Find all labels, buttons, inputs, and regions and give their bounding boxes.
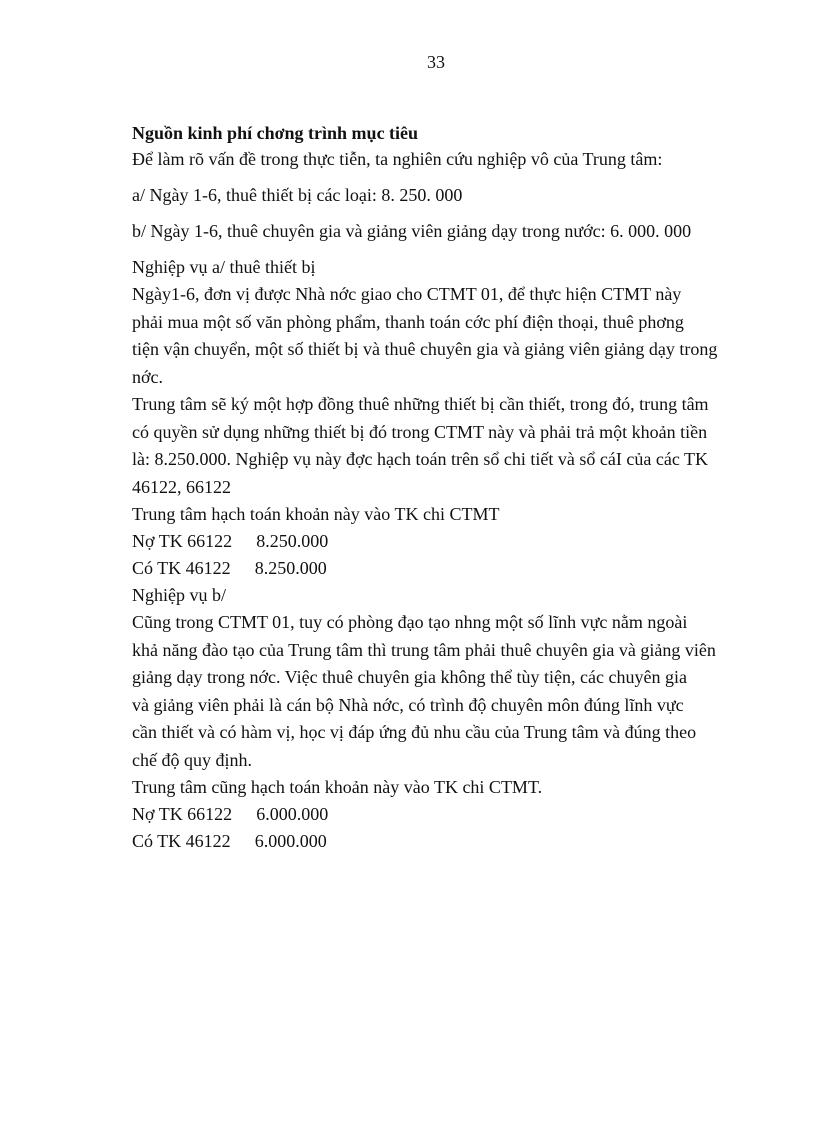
paragraph-line: chế độ quy định. [132,749,252,770]
case-a-paragraph-1 [132,281,747,391]
paragraph-line: phải mua một số văn phòng phẩm, thanh toán cớc phí điện thoại, thuê phơng [132,311,684,332]
paragraph-line: nớc. [132,366,164,387]
intro-text: Để làm rõ vấn đề trong thực tiễn, ta nghiên cứu nghiệp vô của Trung tâm: [132,149,663,169]
section-heading: Nguồn kinh phí chơng trình mục tiêu [132,123,419,143]
debit-amount: 8.250.000 [256,531,329,551]
item-a-text: a/ Ngày 1-6, thuê thiết bị các loại: 8. 250. 000 [132,185,463,205]
case-b-posting-note: Trung tâm cũng hạch toán khoản này vào TK chi CTMT. [132,777,543,797]
paragraph-line: Ngày1-6, đơn vị được Nhà nớc giao cho CTMT 01, để thực hiện CTMT này [132,284,682,304]
credit-amount: 6.000.000 [254,831,327,851]
paragraph-line: khả năng đào tạo của Trung tâm thì trung tâm phải thuê chuyên gia và giảng viên [132,639,716,660]
document-body [132,120,747,855]
case-a-credit-entry [132,555,747,582]
paragraph-line: tiện vận chuyển, một số thiết bị và thuê chuyên gia và giảng viên giảng dạy trong [132,339,718,359]
paragraph-line: là: 8.250.000. Nghiệp vụ này đợc hạch toán trên sổ chi tiết và sổ cáI của các TK [132,449,708,469]
paragraph-line: và giảng viên phải là cán bộ Nhà nớc, có trình độ chuyên môn đúng lĩnh vực [132,694,684,715]
paragraph-line: 46122, 66122 [132,476,231,497]
case-b-debit-entry [132,801,747,828]
paragraph-line: Cũng trong CTMT 01, tuy có phòng đạo tạo nhng một số lĩnh vực nằm ngoài [132,612,688,632]
debit-account: Nợ TK 66122 [132,804,233,824]
debit-account: Nợ TK 66122 [132,531,233,551]
paragraph-line: giảng dạy trong nớc. Việc thuê chuyên gia không thể tùy tiện, các chuyên gia [132,667,687,687]
case-a-posting-note: Trung tâm hạch toán khoản này vào TK chi CTMT [132,504,500,524]
paragraph-line: Trung tâm sẽ ký một hợp đồng thuê những thiết bị cần thiết, trong đó, trung tâm [132,394,709,414]
credit-amount: 8.250.000 [254,558,327,578]
paragraph-line: cần thiết và có hàm vị, học vị đáp ứng đủ nhu cầu của Trung tâm và đúng theo [132,722,697,742]
debit-amount: 6.000.000 [256,804,329,824]
case-b-credit-entry [132,828,747,855]
case-a-paragraph-2 [132,391,747,501]
case-b-title: Nghiệp vụ b/ [132,585,226,605]
item-b-text: b/ Ngày 1-6, thuê chuyên gia và giảng viên giảng dạy trong nước: 6. 000. 000 [132,221,692,241]
credit-account: Có TK 46122 [132,558,231,578]
case-b-paragraph [132,609,747,774]
case-a-title: Nghiệp vụ a/ thuê thiết bị [132,257,316,277]
credit-account: Có TK 46122 [132,831,231,851]
page-number: 33 [427,52,445,72]
paragraph-line: có quyền sử dụng những thiết bị đó trong CTMT này và phải trả một khoản tiền [132,421,708,442]
case-a-debit-entry [132,528,747,555]
